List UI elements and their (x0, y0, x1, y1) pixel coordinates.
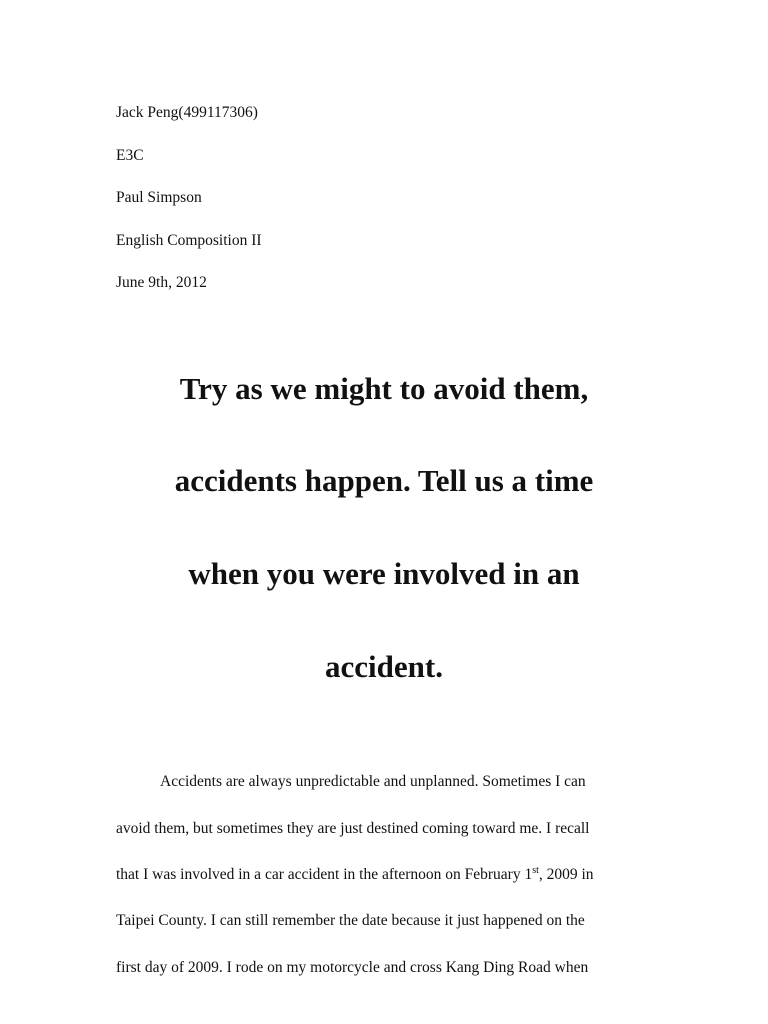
body-text-line-4: Taipei County. I can still remember the date because it just happened on the (116, 912, 585, 929)
body-text-line-5: first day of 2009. I rode on my motorcycle and cross Kang Ding Road when (116, 959, 589, 976)
section-line: E3C (116, 146, 144, 164)
essay-title-line-2: accidents happen. Tell us a time (174, 463, 594, 498)
date-line: June 9th, 2012 (116, 274, 207, 291)
essay-title-line-3: when you were involved in an (188, 556, 580, 591)
body-text-line-1: Accidents are always unpredictable and unplanned. Sometimes I can (160, 773, 586, 790)
ordinal-superscript: st (532, 865, 539, 876)
body-text-line-3 (116, 864, 594, 886)
author-line: Jack Peng(499117306) (116, 104, 258, 121)
body-text-line-2: avoid them, but sometimes they are just destined coming toward me. I recall (116, 820, 590, 837)
instructor-line: Paul Simpson (116, 189, 202, 206)
essay-title-line-4: accident. (325, 649, 443, 684)
body-text-line-3-end: , 2009 in (538, 866, 594, 883)
body-text-line-3-start: that I was involved in a car accident in the afternoon on February 1 (116, 866, 533, 883)
essay-title-line-1: Try as we might to avoid them, (179, 371, 589, 406)
document-header (116, 102, 262, 315)
course-line: English Composition II (116, 231, 262, 249)
